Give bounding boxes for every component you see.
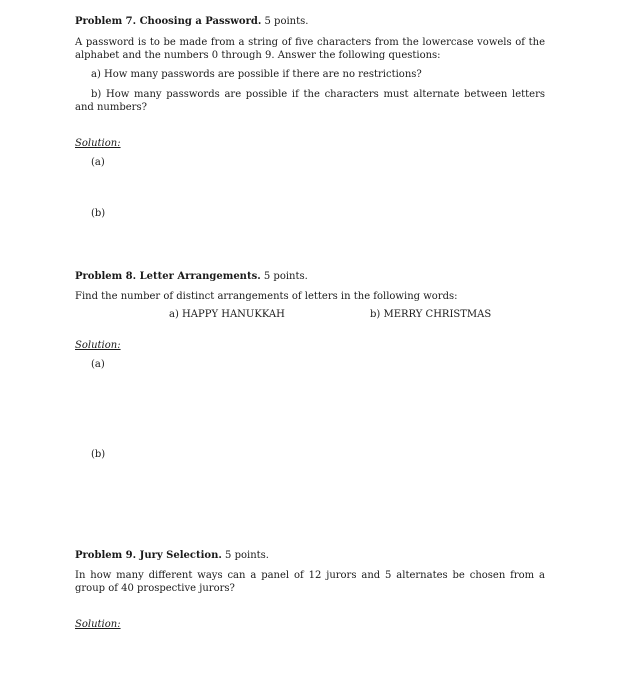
problem-9-points: 5 points.: [225, 550, 269, 561]
problem-9-title: Problem 9. Jury Selection.: [75, 550, 222, 561]
problem-7-heading: [75, 15, 308, 28]
problem-8-body: Find the number of distinct arrangements of letters in the following words:: [75, 291, 458, 302]
problem-8-solution-label: Solution:: [75, 340, 121, 351]
problem-7-points: 5 points.: [264, 16, 309, 27]
problem-7-solution-label: Solution:: [75, 138, 121, 149]
problem-8-answer-b-label: (b): [91, 449, 106, 460]
problem-8-word-b: b) MERRY CHRISTMAS: [370, 309, 492, 320]
problem-9-heading: [75, 549, 269, 562]
problem-8-heading: [75, 270, 308, 283]
problem-7-part-b: b) How many passwords are possible if the characters must alternate between letters and numbers?: [75, 89, 545, 113]
problem-8-points: 5 points.: [263, 271, 308, 282]
problem-7-answer-b-label: (b): [91, 208, 106, 219]
problem-7-part-a: a) How many passwords are possible if there are no restrictions?: [91, 69, 422, 80]
problem-8-title: Problem 8. Letter Arrangements.: [75, 271, 261, 282]
problem-9-solution-label: Solution:: [75, 619, 121, 630]
problem-8-answer-a-label: (a): [91, 359, 105, 370]
problem-8-word-a: a) HAPPY HANUKKAH: [169, 309, 285, 320]
problem-9-body: In how many different ways can a panel of 12 jurors and 5 alternates be chosen from a group of 40 prospective jurors?: [75, 570, 545, 594]
problem-7-answer-a-label: (a): [91, 157, 105, 168]
problem-7-title: Problem 7. Choosing a Password.: [75, 16, 262, 27]
problem-7-body: A password is to be made from a string of five characters from the lowercase vowels of the alphabet and the numbers 0 through 9. Answer the following questions:: [75, 37, 545, 61]
